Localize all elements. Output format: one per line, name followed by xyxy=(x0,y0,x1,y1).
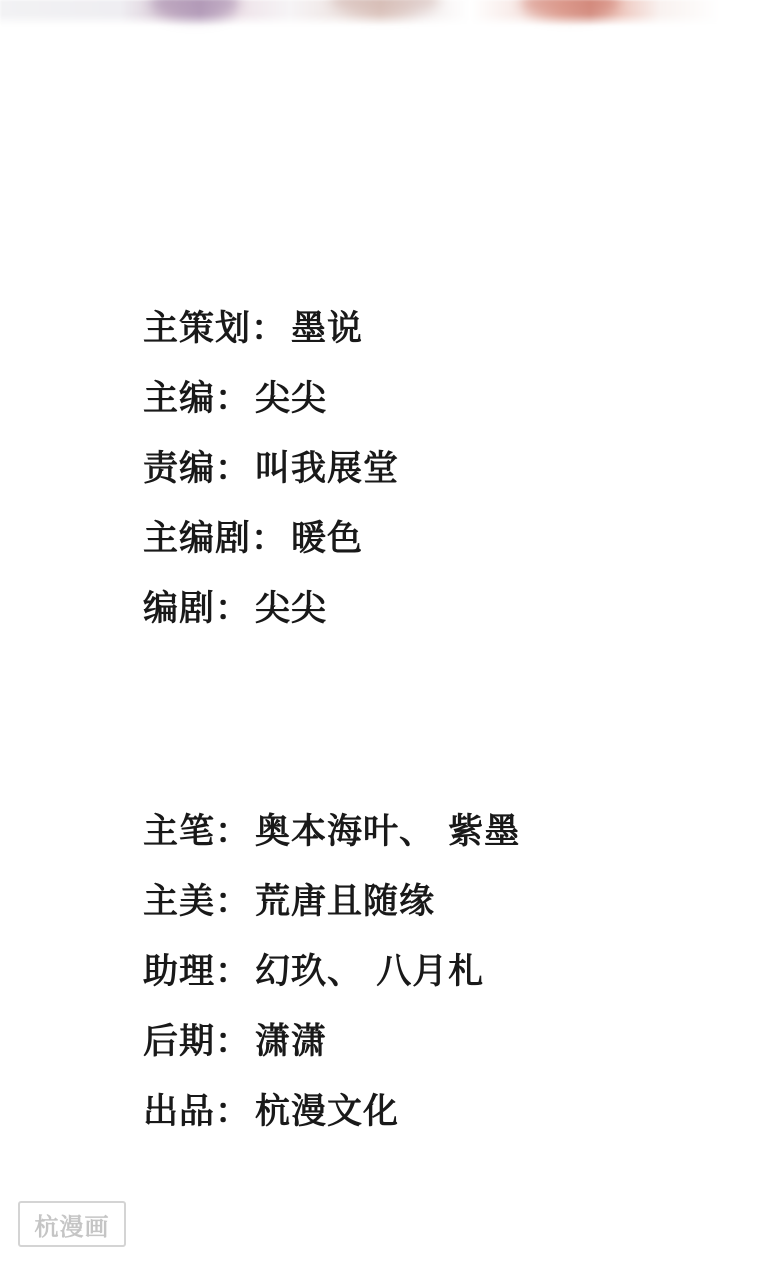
credit-value: 尖尖 xyxy=(255,589,328,629)
credit-value: 墨说 xyxy=(291,309,364,349)
credit-role: 出品 xyxy=(143,1092,216,1132)
credit-line xyxy=(143,867,520,937)
credit-separator: ： xyxy=(215,952,252,992)
credit-value: 杭漫文化 xyxy=(255,1092,400,1132)
credit-separator: ： xyxy=(215,589,252,629)
watermark-logo: 杭漫画 xyxy=(18,1201,126,1247)
smudge-left xyxy=(150,0,240,20)
credit-separator: ： xyxy=(215,1022,252,1062)
credit-role: 编剧 xyxy=(143,589,216,629)
credit-line xyxy=(143,294,399,364)
credit-value: 荒唐且随缘 xyxy=(255,882,436,922)
credit-value: 叫我展堂 xyxy=(255,449,400,489)
credit-line xyxy=(143,797,520,867)
credit-value: 幻玖、 八月札 xyxy=(255,952,485,992)
credit-separator: ： xyxy=(215,1092,252,1132)
credit-role: 助理 xyxy=(143,952,216,992)
smudge-center xyxy=(330,0,440,16)
credit-value: 暖色 xyxy=(291,519,364,559)
credit-line xyxy=(143,574,399,644)
top-decorative-strip xyxy=(0,0,760,26)
credits-block-art xyxy=(143,797,520,1147)
credit-separator: ： xyxy=(251,309,288,349)
credit-line xyxy=(143,364,399,434)
credit-role: 主编 xyxy=(143,379,216,419)
credit-role: 主策划 xyxy=(143,309,252,349)
credit-role: 责编 xyxy=(143,449,216,489)
credit-role: 后期 xyxy=(143,1022,216,1062)
credit-value: 奥本海叶、 紫墨 xyxy=(255,812,521,852)
credit-separator: ： xyxy=(251,519,288,559)
credit-role: 主美 xyxy=(143,882,216,922)
credit-line xyxy=(143,504,399,574)
credit-role: 主编剧 xyxy=(143,519,252,559)
credit-line xyxy=(143,1007,520,1077)
credit-separator: ： xyxy=(215,882,252,922)
smudge-right xyxy=(520,0,620,18)
credit-separator: ： xyxy=(215,379,252,419)
credit-line xyxy=(143,434,399,504)
credit-value: 尖尖 xyxy=(255,379,328,419)
credit-role: 主笔 xyxy=(143,812,216,852)
credit-separator: ： xyxy=(215,812,252,852)
credit-line xyxy=(143,937,520,1007)
credit-line xyxy=(143,1077,520,1147)
credit-value: 潇潇 xyxy=(255,1022,328,1062)
credit-separator: ： xyxy=(215,449,252,489)
credits-block-production xyxy=(143,294,399,644)
